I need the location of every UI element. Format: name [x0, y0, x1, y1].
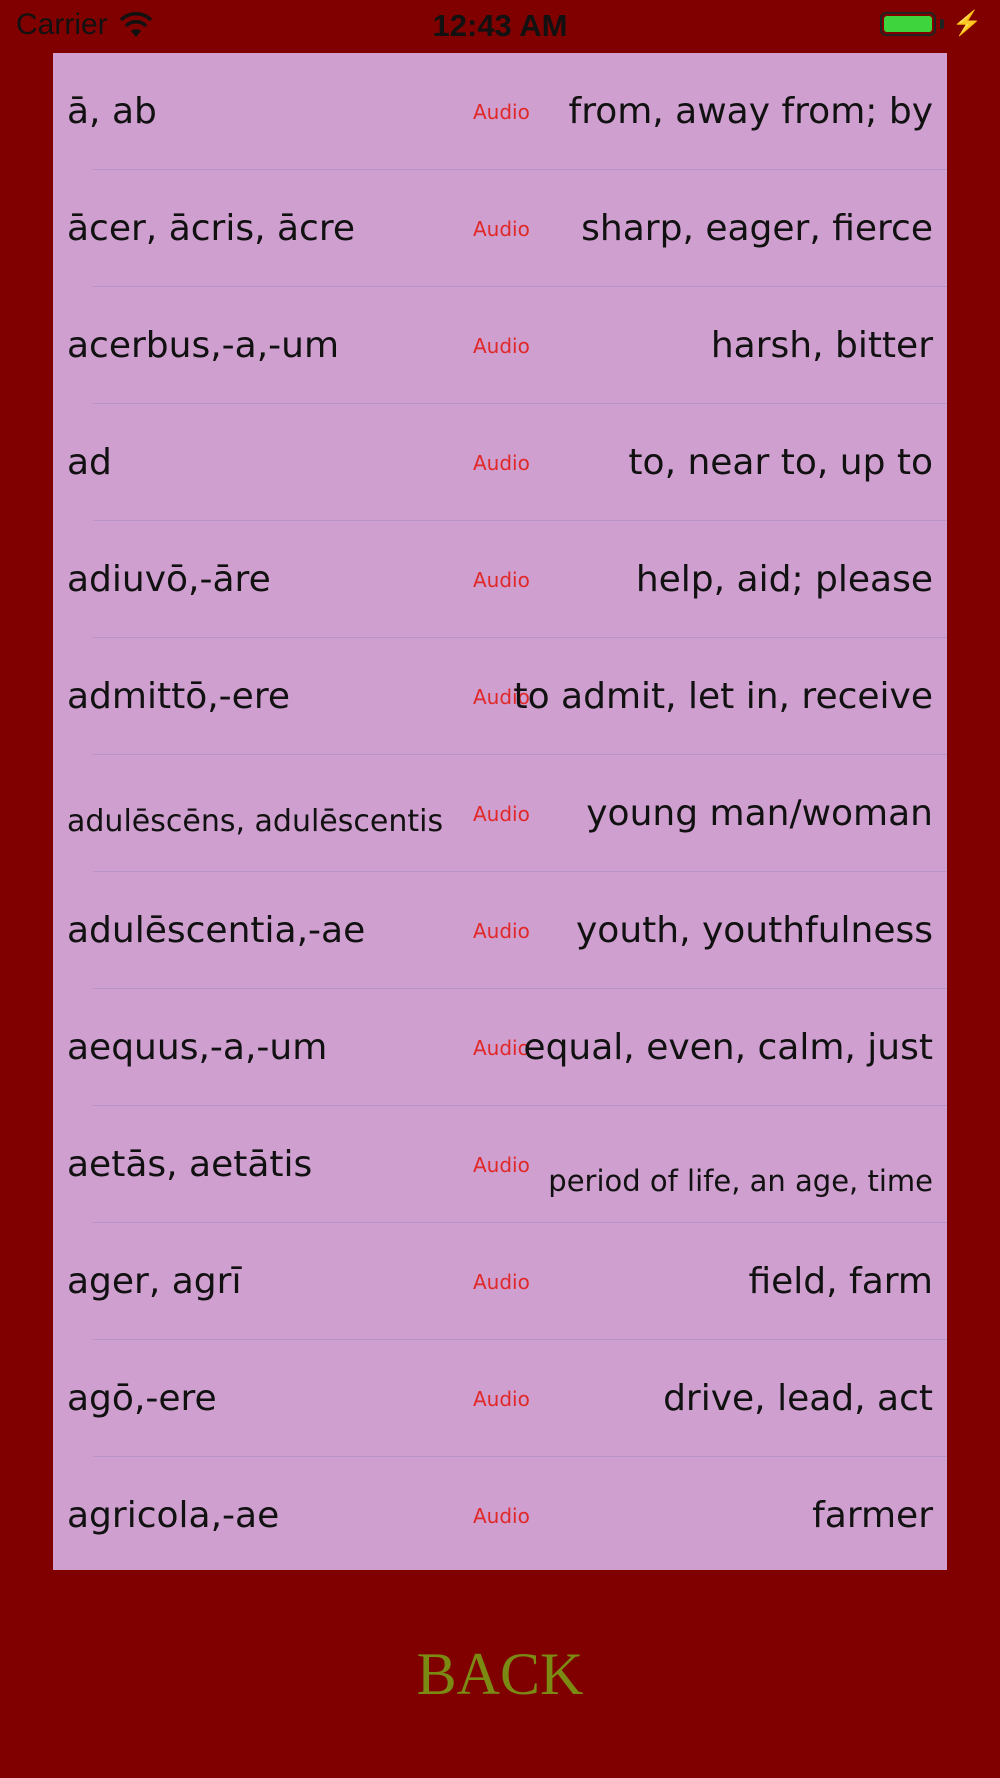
english-meaning: farmer [812, 1495, 933, 1536]
english-meaning: to, near to, up to [628, 442, 933, 483]
latin-word: ācer, ācris, ācre [67, 208, 355, 249]
english-meaning: period of life, an age, time [548, 1163, 933, 1198]
list-item[interactable] [53, 287, 947, 404]
english-meaning: equal, even, calm, just [523, 1027, 933, 1068]
list-item[interactable] [53, 1340, 947, 1457]
english-meaning: to admit, let in, receive [513, 676, 933, 717]
latin-word: acerbus,-a,-um [67, 325, 340, 366]
list-item[interactable] [53, 1223, 947, 1340]
audio-button[interactable]: Audio [473, 1386, 530, 1411]
english-meaning: drive, lead, act [663, 1378, 933, 1419]
latin-word: admittō,-ere [67, 676, 290, 717]
audio-button[interactable]: Audio [473, 801, 530, 826]
vocabulary-list[interactable] [53, 53, 947, 1570]
latin-word: agricola,-ae [67, 1495, 280, 1536]
english-meaning: field, farm [748, 1261, 933, 1302]
audio-button[interactable]: Audio [473, 1035, 530, 1060]
charging-icon: ⚡ [952, 10, 982, 37]
list-item[interactable] [53, 521, 947, 638]
audio-button[interactable]: Audio [473, 1269, 530, 1294]
english-meaning: help, aid; please [635, 559, 933, 600]
latin-word: aetās, aetātis [67, 1144, 313, 1185]
carrier-label: Carrier [16, 8, 108, 41]
audio-button[interactable]: Audio [473, 684, 530, 709]
english-meaning: young man/woman [586, 793, 933, 834]
audio-button[interactable]: Audio [473, 1152, 530, 1177]
list-item[interactable] [53, 638, 947, 755]
audio-button[interactable]: Audio [473, 918, 530, 943]
latin-word: ager, agrī [67, 1261, 242, 1302]
battery-icon [880, 12, 982, 36]
audio-button[interactable]: Audio [473, 99, 530, 124]
audio-button[interactable]: Audio [473, 567, 530, 592]
latin-word: ad [67, 442, 112, 483]
latin-word: adulēscentia,-ae [67, 910, 366, 951]
status-time: 12:43 AM [432, 8, 568, 43]
audio-button[interactable]: Audio [473, 216, 530, 241]
latin-word: aequus,-a,-um [67, 1027, 328, 1068]
list-item[interactable] [53, 872, 947, 989]
english-meaning: from, away from; by [568, 91, 933, 132]
english-meaning: youth, youthfulness [575, 910, 933, 951]
list-item[interactable] [53, 1457, 947, 1570]
list-item[interactable] [53, 404, 947, 521]
latin-word: ā, ab [67, 91, 157, 132]
english-meaning: harsh, bitter [710, 325, 933, 366]
list-item[interactable] [53, 1106, 947, 1223]
status-bar [0, 0, 1000, 54]
latin-word: adiuvō,-āre [67, 559, 271, 600]
latin-word: agō,-ere [67, 1378, 217, 1419]
audio-button[interactable]: Audio [473, 1503, 530, 1528]
list-item[interactable] [53, 170, 947, 287]
english-meaning: sharp, eager, fierce [581, 208, 933, 249]
back-button[interactable]: BACK [416, 1641, 584, 1707]
list-item[interactable] [53, 989, 947, 1106]
list-item[interactable] [53, 53, 947, 170]
latin-word: adulēscēns, adulēscentis [67, 804, 444, 839]
audio-button[interactable]: Audio [473, 333, 530, 358]
audio-button[interactable]: Audio [473, 450, 530, 475]
list-item[interactable] [53, 755, 947, 872]
